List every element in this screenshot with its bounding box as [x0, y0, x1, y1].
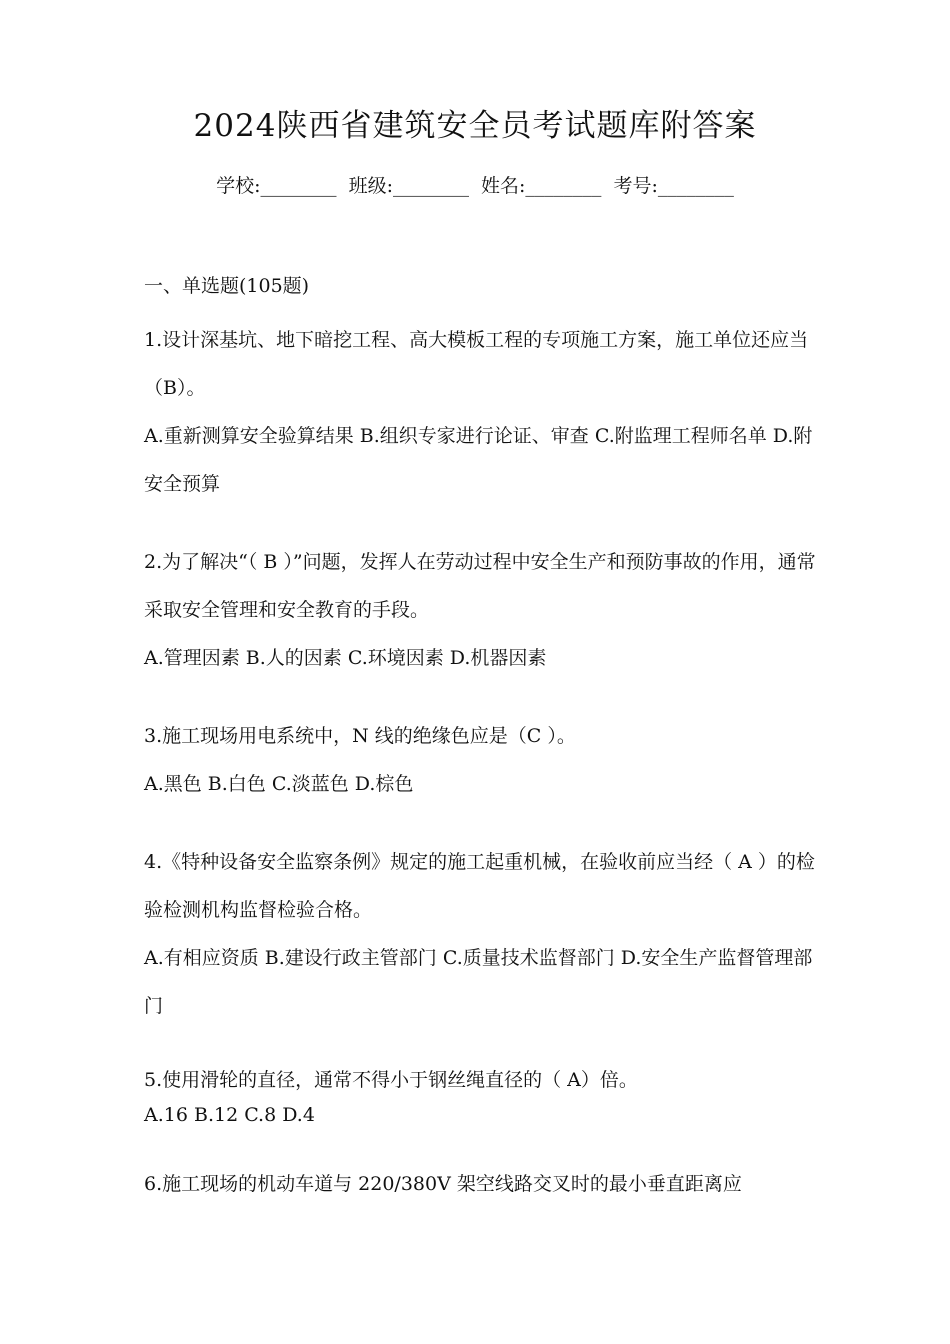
question-6: [144, 1160, 824, 1208]
question-1: [144, 316, 824, 508]
school-field: 学校:________: [216, 175, 337, 197]
name-field: 姓名:________: [481, 175, 602, 197]
question-options: A.黑色 B.白色 C.淡蓝色 D.棕色: [144, 773, 414, 795]
question-stem: 4.《特种设备安全监察条例》规定的施工起重机械，在验收前应当经（ A ）的检验检测机构监督检验合格。: [144, 851, 815, 921]
question-stem: 3.施工现场用电系统中，N 线的绝缘色应是（C ）。: [144, 725, 576, 747]
class-field: 班级:________: [348, 175, 469, 197]
question-options: A.有相应资质 B.建设行政主管部门 C.质量技术监督部门 D.安全生产监督管理部门: [144, 947, 813, 1017]
question-5: [144, 1060, 824, 1130]
question-4: [144, 838, 824, 1030]
question-3: [144, 712, 824, 808]
question-stem: 1.设计深基坑、地下暗挖工程、高大模板工程的专项施工方案，施工单位还应当（B）。: [144, 329, 809, 399]
question-stem: 2.为了解决“（ B ）”问题，发挥人在劳动过程中安全生产和预防事故的作用，通常采取安全管理和安全教育的手段。: [144, 551, 816, 621]
student-info-line: [0, 171, 950, 201]
section-heading: 一、单选题(105题): [144, 275, 310, 297]
question-list: [144, 268, 824, 1238]
document-title: 2024陕西省建筑安全员考试题库附答案: [193, 108, 757, 144]
question-options: A.16 B.12 C.8 D.4: [144, 1104, 315, 1126]
question-stem: 5.使用滑轮的直径，通常不得小于钢丝绳直径的（ A）倍。: [144, 1069, 638, 1091]
question-stem: 6.施工现场的机动车道与 220/380V 架空线路交叉时的最小垂直距离应: [144, 1173, 742, 1195]
question-2: [144, 538, 824, 682]
question-options: A.管理因素 B.人的因素 C.环境因素 D.机器因素: [144, 647, 547, 669]
question-options: A.重新测算安全验算结果 B.组织专家进行论证、审查 C.附监理工程师名单 D.附安全预算: [144, 425, 813, 495]
exam-number-field: 考号:________: [613, 175, 734, 197]
